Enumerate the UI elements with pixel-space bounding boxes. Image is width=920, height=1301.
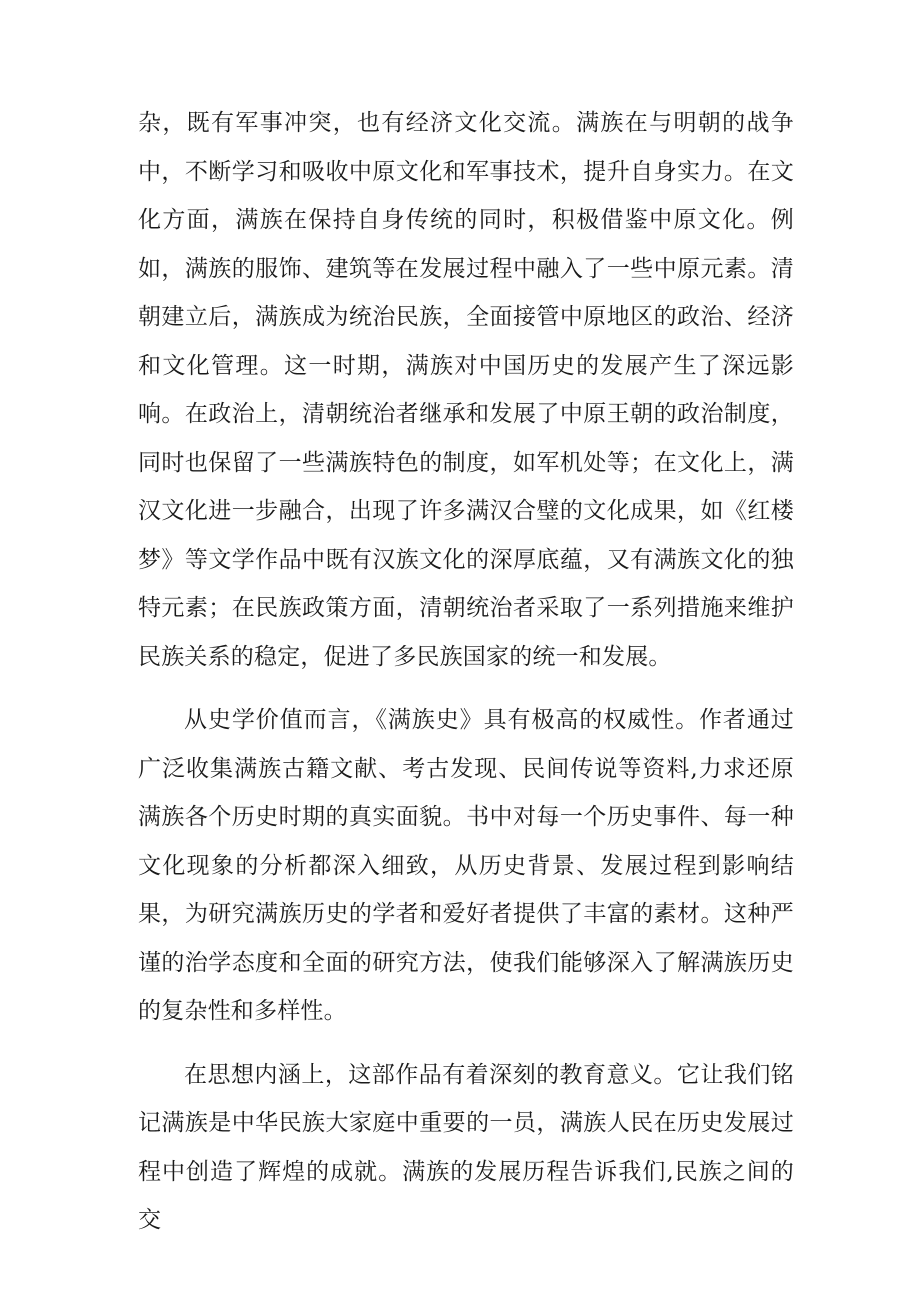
paragraph-continued: 杂，既有军事冲突，也有经济文化交流。满族在与明朝的战争中，不断学习和吸收中原文化和军事技术，提升自身实力。在文化方面，满族在保持自身传统的同时，积极借鉴中原文化。例如，满族的服饰、建筑等在发展过程中融入了一些中原元素。清朝建立后，满族成为统治民族，全面接管中原地区的政治、经济和文化管理。这一时期，满族对中国历史的发展产生了深远影响。在政治上，清朝统治者继承和发展了中原王朝的政治制度，同时也保留了一些满族特色的制度，如军机处等；在文化上，满汉文化进一步融合，出现了许多满汉合璧的文化成果，如《红楼梦》等文学作品中既有汉族文化的深厚底蕴，又有满族文化的独特元素；在民族政策方面，清朝统治者采取了一系列措施来维护民族关系的稳定，促进了多民族国家的统一和发展。 [138, 110, 794, 670]
paragraph-historical-value: 从史学价值而言，《满族史》具有极高的权威性。作者通过广泛收集满族古籍文献、考古发现、民间传说等资料,力求还原满族各个历史时期的真实面貌。书中对每一个历史事件、每一种文化现象的分析都深入细致，从历史背景、发展过程到影响结果，为研究满族历史的学者和爱好者提供了丰富的素材。这种严谨的治学态度和全面的研究方法，使我们能够深入了解满族历史的复杂性和多样性。 [138, 707, 794, 1024]
paragraph-ideological-meaning: 在思想内涵上，这部作品有着深刻的教育意义。它让我们铭记满族是中华民族大家庭中重要的一员，满族人民在历史发展过程中创造了辉煌的成就。满族的发展历程告诉我们,民族之间的交 [138, 1061, 794, 1233]
